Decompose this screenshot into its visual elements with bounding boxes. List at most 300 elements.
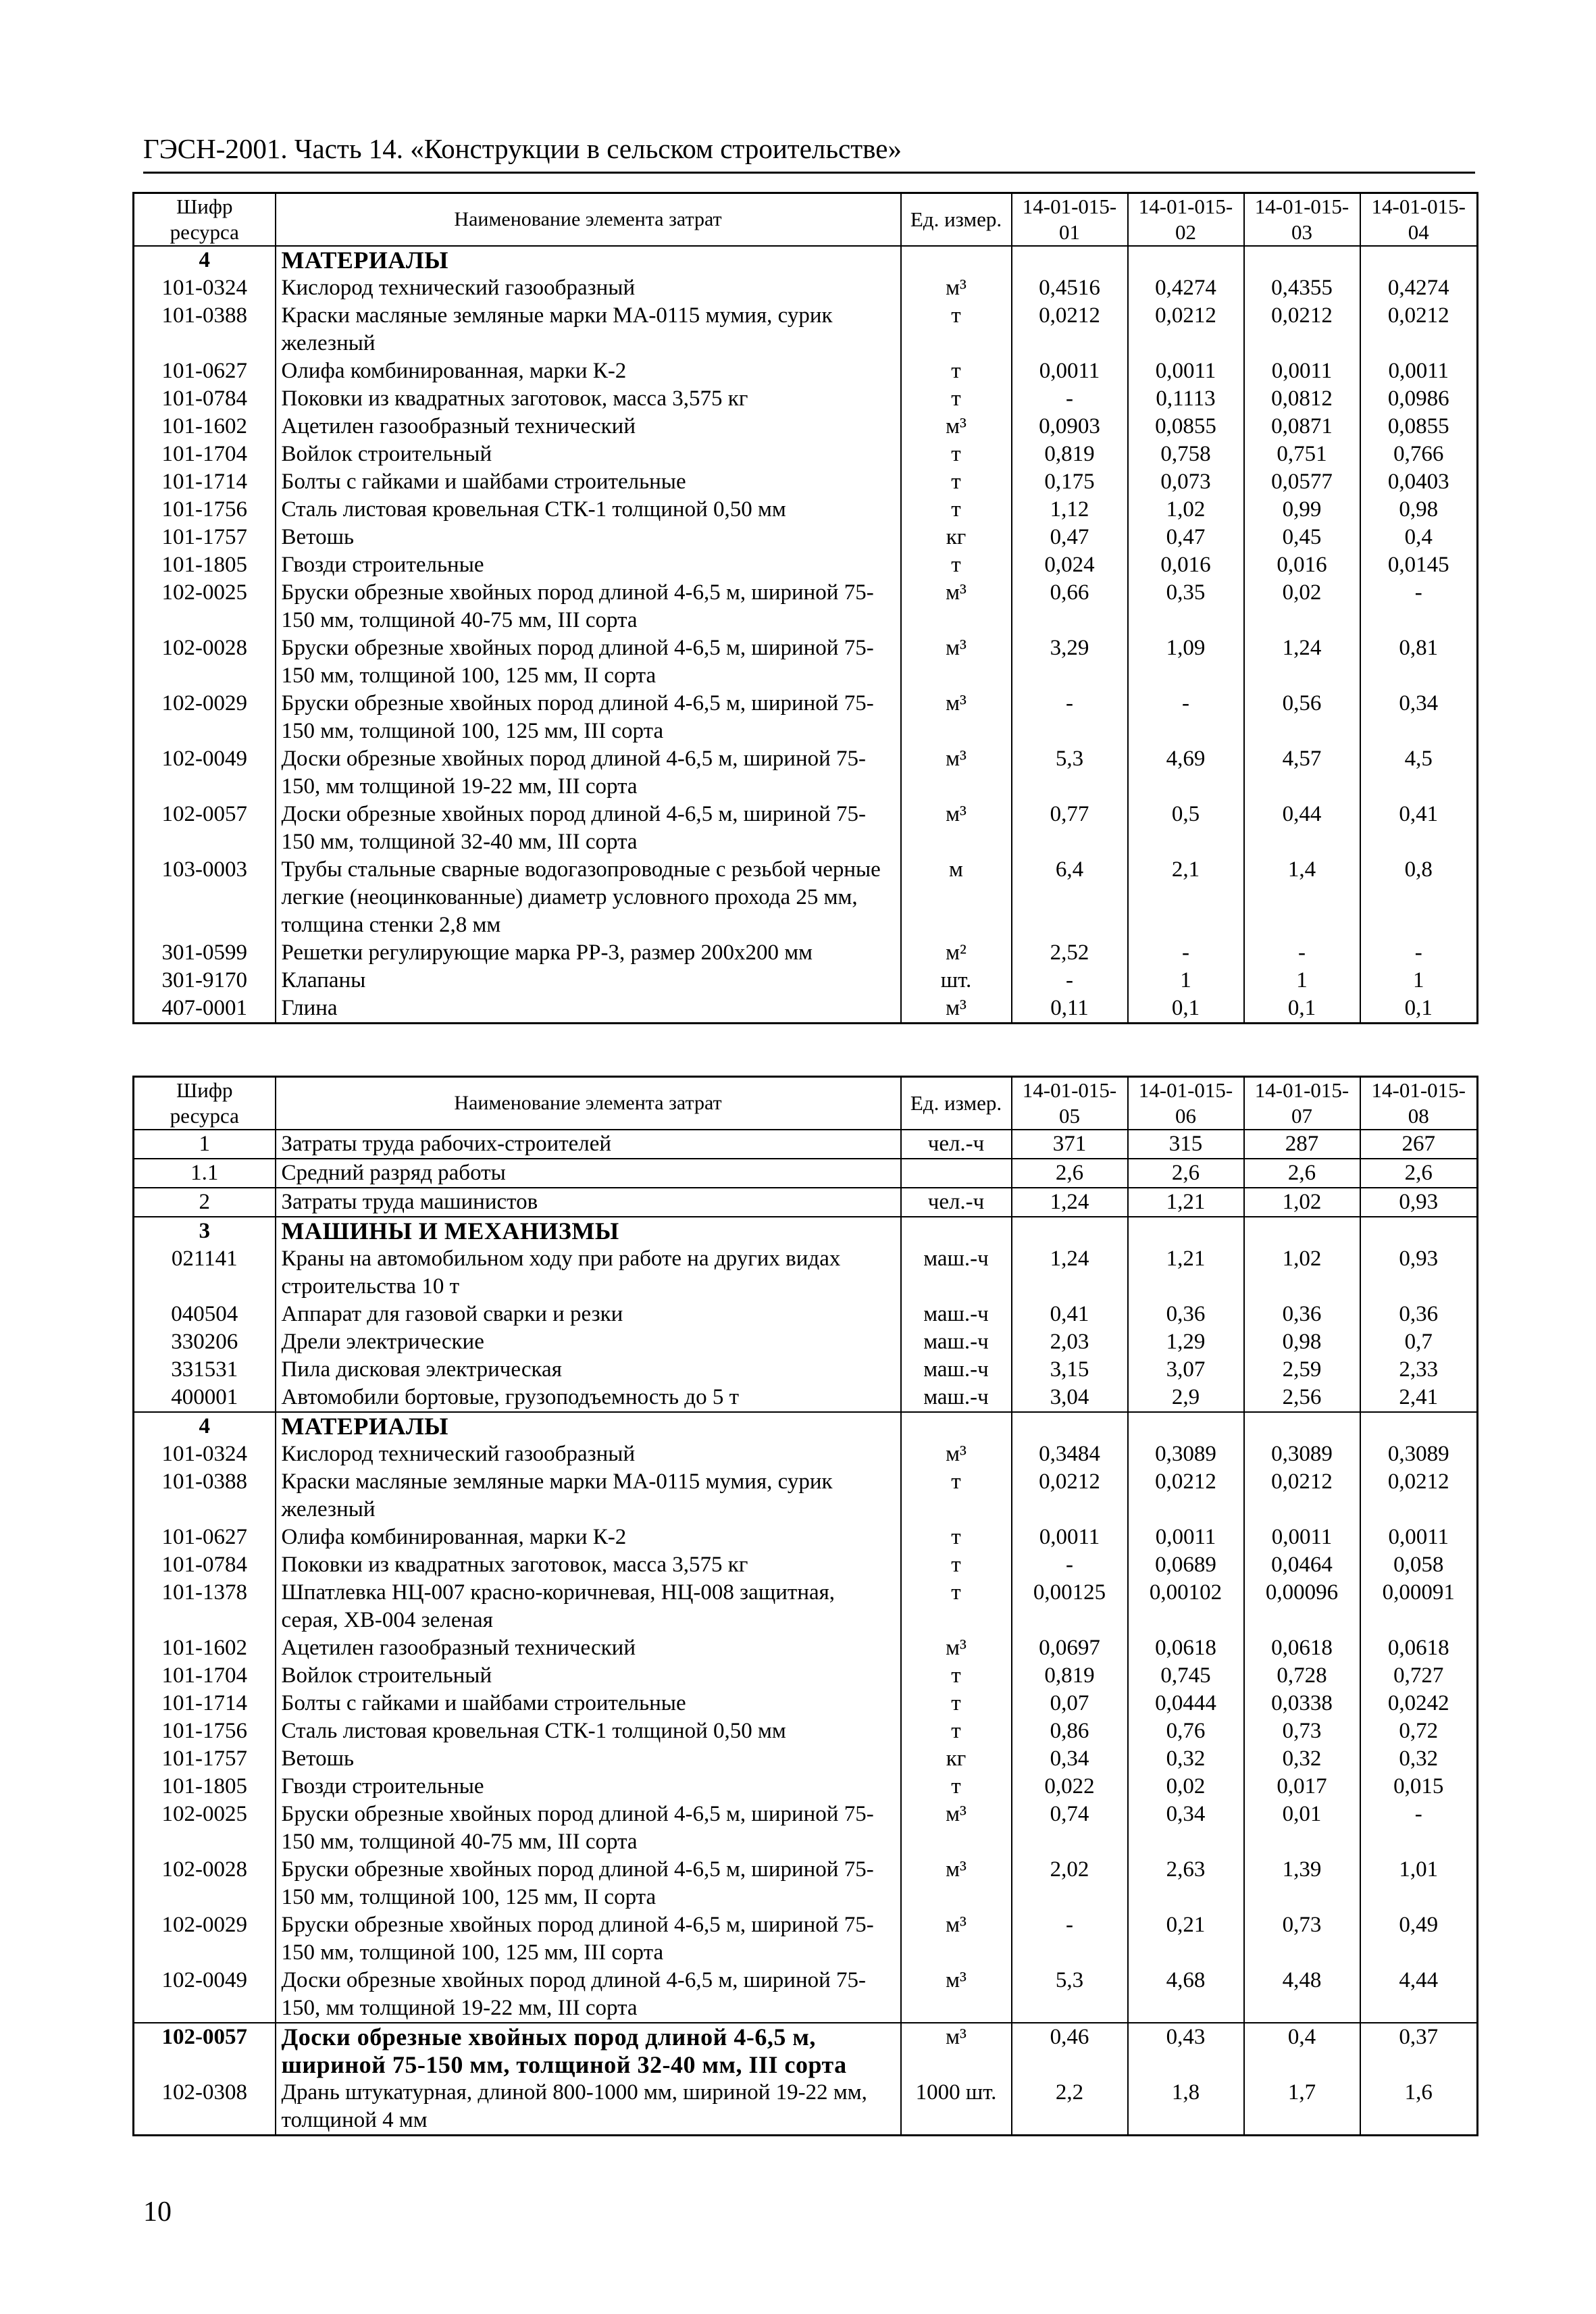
norm-value-cell: 0,4274 (1128, 274, 1244, 302)
norm-value-cell: 2,2 (1012, 2079, 1128, 2136)
table-row (134, 357, 1478, 385)
norm-value-cell: 0,3089 (1360, 1440, 1478, 1468)
norm-value-cell: 0,015 (1360, 1773, 1478, 1801)
norm-value-cell: 287 (1244, 1130, 1360, 1159)
norm-value-cell: 0,3089 (1128, 1440, 1244, 1468)
table-row (134, 1801, 1478, 1856)
norm-value-cell: - (1012, 967, 1128, 995)
header-cost-element-name: Наименование элемента затрат (276, 1077, 901, 1130)
cost-element-name-cell: Ацетилен газообразный технический (276, 1634, 901, 1662)
norm-value-cell: 0,21 (1128, 1911, 1244, 1967)
table-header-row (134, 1077, 1478, 1130)
norm-value-cell: 2,03 (1012, 1328, 1128, 1356)
norm-value-cell: 2,56 (1244, 1384, 1360, 1412)
unit-cell: маш.-ч (901, 1384, 1012, 1412)
resource-code-cell: 101-1602 (134, 1634, 276, 1662)
table-row (134, 1745, 1478, 1773)
norm-value-cell: - (1244, 939, 1360, 967)
header-norm-column: 14-01-015-02 (1128, 193, 1244, 247)
norm-value-cell (1128, 1412, 1244, 1440)
norm-value-cell: 1,24 (1012, 1188, 1128, 1217)
norm-value-cell: 0,0871 (1244, 413, 1360, 441)
norm-value-cell: 5,3 (1012, 745, 1128, 801)
unit-cell: т (901, 357, 1012, 385)
norm-value-cell: 0,0689 (1128, 1551, 1244, 1579)
norm-value-cell: 2,9 (1128, 1384, 1244, 1412)
table-row (134, 745, 1478, 801)
unit-cell: м (901, 856, 1012, 939)
norm-value-cell: 0,4 (1244, 2023, 1360, 2079)
table-row (134, 634, 1478, 690)
norm-value-cell: 0,0618 (1128, 1634, 1244, 1662)
cost-element-name-cell: Доски обрезные хвойных пород длиной 4-6,5 м, шириной 75-150 мм, толщиной 32-40 мм, III сорта (276, 801, 901, 856)
table-row (134, 1634, 1478, 1662)
norm-value-cell: 1,12 (1012, 496, 1128, 524)
norm-value-cell: 0,02 (1244, 579, 1360, 634)
norm-value-cell: 0,93 (1360, 1245, 1478, 1301)
norm-value-cell: 0,36 (1244, 1301, 1360, 1328)
resource-code-cell: 101-1756 (134, 1717, 276, 1745)
norm-value-cell: 2,1 (1128, 856, 1244, 939)
norm-value-cell: 0,0986 (1360, 385, 1478, 413)
header-resource-code: Шифр ресурса (134, 193, 276, 247)
norm-value-cell: 2,6 (1128, 1159, 1244, 1188)
unit-cell: м³ (901, 2023, 1012, 2079)
cost-element-name-cell: Ветошь (276, 1745, 901, 1773)
norm-value-cell: 0,745 (1128, 1662, 1244, 1690)
cost-element-name-cell: Бруски обрезные хвойных пород длиной 4-6,5 м, шириной 75-150 мм, толщиной 100, 125 мм, II сорта (276, 1856, 901, 1911)
norm-value-cell: 0,073 (1128, 468, 1244, 496)
norm-value-cell: 1,02 (1244, 1188, 1360, 1217)
norm-value-cell: 0,74 (1012, 1801, 1128, 1856)
resource-code-cell: 102-0029 (134, 1911, 276, 1967)
table-row (134, 1440, 1478, 1468)
norm-value-cell: 0,37 (1360, 2023, 1478, 2079)
norm-value-cell: 0,1 (1128, 995, 1244, 1024)
norm-value-cell: 1 (1360, 967, 1478, 995)
resource-code-cell: 407-0001 (134, 995, 276, 1024)
unit-cell: т (901, 1524, 1012, 1551)
cost-element-name-cell: Войлок строительный (276, 1662, 901, 1690)
table-row (134, 1662, 1478, 1690)
unit-cell: кг (901, 524, 1012, 551)
resource-code-cell: 101-1757 (134, 1745, 276, 1773)
unit-cell: маш.-ч (901, 1245, 1012, 1301)
norm-value-cell: 2,52 (1012, 939, 1128, 967)
table-header-row (134, 193, 1478, 247)
resource-code-cell: 101-1714 (134, 1690, 276, 1717)
norm-value-cell: 0,0145 (1360, 551, 1478, 579)
norm-value-cell: 1,7 (1244, 2079, 1360, 2136)
norm-value-cell: 2,6 (1012, 1159, 1128, 1188)
norm-value-cell: 0,1113 (1128, 385, 1244, 413)
table-row (134, 496, 1478, 524)
norm-value-cell: 0,0212 (1360, 1468, 1478, 1524)
table-row (134, 385, 1478, 413)
unit-cell: маш.-ч (901, 1356, 1012, 1384)
header-resource-code: Шифр ресурса (134, 1077, 276, 1130)
norm-value-cell: 2,59 (1244, 1356, 1360, 1384)
unit-cell: т (901, 385, 1012, 413)
cost-element-name-cell: Кислород технический газообразный (276, 1440, 901, 1468)
norm-value-cell: 0,0338 (1244, 1690, 1360, 1717)
norm-value-cell: 0,43 (1128, 2023, 1244, 2079)
norm-value-cell (1360, 246, 1478, 274)
norm-value-cell: 0,0212 (1128, 302, 1244, 357)
cost-element-name-cell: Болты с гайками и шайбами строительные (276, 468, 901, 496)
norm-value-cell: 0,76 (1128, 1717, 1244, 1745)
unit-cell (901, 1217, 1012, 1245)
norm-value-cell: 0,0011 (1012, 1524, 1128, 1551)
cost-element-name-cell: Олифа комбинированная, марки К-2 (276, 1524, 901, 1551)
norm-value-cell: 4,5 (1360, 745, 1478, 801)
unit-cell: м³ (901, 579, 1012, 634)
header-norm-column: 14-01-015-07 (1244, 1077, 1360, 1130)
resource-code-cell: 102-0025 (134, 579, 276, 634)
norm-value-cell: 1,02 (1128, 496, 1244, 524)
table-body (134, 1130, 1478, 2136)
norm-value-cell: 0,86 (1012, 1717, 1128, 1745)
norm-value-cell: 0,4516 (1012, 274, 1128, 302)
norm-value-cell: 1,21 (1128, 1245, 1244, 1301)
header-rule (143, 172, 1475, 174)
unit-cell: т (901, 1773, 1012, 1801)
table-row (134, 1717, 1478, 1745)
resource-code-cell: 102-0028 (134, 634, 276, 690)
norm-value-cell: 0,0697 (1012, 1634, 1128, 1662)
norm-value-cell: 0,0011 (1244, 357, 1360, 385)
norm-value-cell: 5,3 (1012, 1967, 1128, 2023)
unit-cell: м³ (901, 1856, 1012, 1911)
unit-cell: т (901, 1690, 1012, 1717)
table-row (134, 1690, 1478, 1717)
cost-element-name-cell: Войлок строительный (276, 441, 901, 468)
norm-value-cell: 3,29 (1012, 634, 1128, 690)
norm-value-cell: 1,24 (1244, 634, 1360, 690)
cost-element-name-cell: МАТЕРИАЛЫ (276, 1412, 901, 1440)
cost-element-name-cell: Дрели электрические (276, 1328, 901, 1356)
cost-element-name-cell: Сталь листовая кровельная СТК-1 толщиной 0,50 мм (276, 496, 901, 524)
norm-value-cell: 4,68 (1128, 1967, 1244, 2023)
resource-code-cell: 101-0324 (134, 274, 276, 302)
norm-value-cell: 0,728 (1244, 1662, 1360, 1690)
cost-element-name-cell: Бруски обрезные хвойных пород длиной 4-6,5 м, шириной 75-150 мм, толщиной 100, 125 мм, II сорта (276, 634, 901, 690)
cost-element-name-cell: Поковки из квадратных заготовок, масса 3,575 кг (276, 1551, 901, 1579)
table-row (134, 1328, 1478, 1356)
header-cost-element-name: Наименование элемента затрат (276, 193, 901, 247)
resource-code-cell: 102-0049 (134, 745, 276, 801)
norm-value-cell: 0,0011 (1128, 1524, 1244, 1551)
norm-value-cell: 0,4274 (1360, 274, 1478, 302)
resource-code-cell: 102-0057 (134, 2023, 276, 2079)
norm-value-cell: 1 (1244, 967, 1360, 995)
norm-value-cell: 1,39 (1244, 1856, 1360, 1911)
norm-value-cell: 1 (1128, 967, 1244, 995)
norm-value-cell (1360, 1412, 1478, 1440)
cost-element-name-cell: Трубы стальные сварные водогазопроводные с резьбой черные легкие (неоцинкованные) диаметр условного прохода 25 мм, толщина стенки 2,8 мм (276, 856, 901, 939)
norm-value-cell: 0,66 (1012, 579, 1128, 634)
table-row (134, 1301, 1478, 1328)
norm-value-cell: 0,016 (1128, 551, 1244, 579)
cost-element-name-cell: Ветошь (276, 524, 901, 551)
table-row (134, 468, 1478, 496)
norm-value-cell: 0,45 (1244, 524, 1360, 551)
resource-code-cell: 102-0025 (134, 1801, 276, 1856)
resource-code-cell: 330206 (134, 1328, 276, 1356)
unit-cell: м³ (901, 1911, 1012, 1967)
table-row (134, 1245, 1478, 1301)
norm-value-cell: 0,35 (1128, 579, 1244, 634)
table-row (134, 939, 1478, 967)
page-header: ГЭСН-2001. Часть 14. «Конструкции в сельском строительстве» (143, 133, 902, 164)
cost-element-name-cell: Кислород технический газообразный (276, 274, 901, 302)
table-row (134, 1856, 1478, 1911)
table-row (134, 1773, 1478, 1801)
table-row (134, 1911, 1478, 1967)
table-row (134, 1468, 1478, 1524)
resource-code-cell: 331531 (134, 1356, 276, 1384)
norm-value-cell: 4,57 (1244, 745, 1360, 801)
table-row (134, 579, 1478, 634)
unit-cell: т (901, 1717, 1012, 1745)
cost-element-name-cell: Аппарат для газовой сварки и резки (276, 1301, 901, 1328)
unit-cell: т (901, 1551, 1012, 1579)
table-row (134, 551, 1478, 579)
table-row (134, 1188, 1478, 1217)
resource-code-cell: 102-0049 (134, 1967, 276, 2023)
norm-value-cell: 0,0464 (1244, 1551, 1360, 1579)
norm-value-cell: 0,56 (1244, 690, 1360, 745)
cost-element-name-cell: Шпатлевка НЦ-007 красно-коричневая, НЦ-008 защитная, серая, ХВ-004 зеленая (276, 1579, 901, 1634)
norm-value-cell: - (1012, 385, 1128, 413)
resource-code-cell: 101-1602 (134, 413, 276, 441)
unit-cell: т (901, 1662, 1012, 1690)
table-row (134, 441, 1478, 468)
norm-value-cell: 0,34 (1128, 1801, 1244, 1856)
norm-value-cell (1012, 1217, 1128, 1245)
norm-value-cell: 0,44 (1244, 801, 1360, 856)
norm-value-cell: 0,98 (1244, 1328, 1360, 1356)
unit-cell: т (901, 551, 1012, 579)
cost-element-name-cell: Олифа комбинированная, марки К-2 (276, 357, 901, 385)
norm-value-cell: - (1012, 1551, 1128, 1579)
norm-value-cell: 0,0011 (1360, 1524, 1478, 1551)
norm-value-cell: 0,3484 (1012, 1440, 1128, 1468)
norm-value-cell: 0,016 (1244, 551, 1360, 579)
unit-cell: м³ (901, 1801, 1012, 1856)
norm-value-cell (1360, 1217, 1478, 1245)
cost-element-name-cell: Бруски обрезные хвойных пород длиной 4-6,5 м, шириной 75-150 мм, толщиной 40-75 мм, III сорта (276, 1801, 901, 1856)
norm-value-cell (1012, 246, 1128, 274)
norm-value-cell: 0,0212 (1128, 1468, 1244, 1524)
unit-cell: м³ (901, 690, 1012, 745)
unit-cell (901, 1159, 1012, 1188)
resource-code-cell: 102-0308 (134, 2079, 276, 2136)
cost-element-name-cell: МАТЕРИАЛЫ (276, 246, 901, 274)
resource-code-cell: 1.1 (134, 1159, 276, 1188)
cost-element-name-cell: Бруски обрезные хвойных пород длиной 4-6,5 м, шириной 75-150 мм, толщиной 100, 125 мм, III сорта (276, 690, 901, 745)
norm-value-cell: 0,41 (1012, 1301, 1128, 1328)
norm-value-cell: 2,41 (1360, 1384, 1478, 1412)
norm-value-cell: 0,98 (1360, 496, 1478, 524)
unit-cell: шт. (901, 967, 1012, 995)
cost-element-name-cell: Болты с гайками и шайбами строительные (276, 1690, 901, 1717)
resource-code-cell: 101-1756 (134, 496, 276, 524)
unit-cell: маш.-ч (901, 1301, 1012, 1328)
norm-value-cell: 0,727 (1360, 1662, 1478, 1690)
unit-cell: м² (901, 939, 1012, 967)
norm-value-cell: 0,07 (1012, 1690, 1128, 1717)
cost-element-name-cell: Решетки регулирующие марка РР-3, размер 200х200 мм (276, 939, 901, 967)
unit-cell: чел.-ч (901, 1188, 1012, 1217)
resource-code-cell: 3 (134, 1217, 276, 1245)
table-row (134, 2023, 1478, 2079)
norm-value-cell: - (1128, 939, 1244, 967)
resource-code-cell: 102-0057 (134, 801, 276, 856)
cost-element-name-cell: Поковки из квадратных заготовок, масса 3,575 кг (276, 385, 901, 413)
resource-code-cell: 101-1704 (134, 441, 276, 468)
resource-code-cell: 301-9170 (134, 967, 276, 995)
cost-element-name-cell: Доски обрезные хвойных пород длиной 4-6,5 м, шириной 75-150 мм, толщиной 32-40 мм, III сорта (276, 2023, 901, 2079)
norm-value-cell: 0,34 (1012, 1745, 1128, 1773)
resource-code-cell: 101-1378 (134, 1579, 276, 1634)
norm-value-cell: 0,02 (1128, 1773, 1244, 1801)
section-row (134, 246, 1478, 274)
norm-value-cell: 0,41 (1360, 801, 1478, 856)
norm-value-cell: 1,4 (1244, 856, 1360, 939)
resource-code-cell: 103-0003 (134, 856, 276, 939)
norm-value-cell: 1,09 (1128, 634, 1244, 690)
unit-cell: т (901, 1579, 1012, 1634)
resource-code-cell: 101-0784 (134, 1551, 276, 1579)
norm-value-cell: 0,46 (1012, 2023, 1128, 2079)
cost-element-name-cell: МАШИНЫ И МЕХАНИЗМЫ (276, 1217, 901, 1245)
resource-code-cell: 102-0029 (134, 690, 276, 745)
resource-code-cell: 101-1704 (134, 1662, 276, 1690)
table-row (134, 856, 1478, 939)
unit-cell: т (901, 496, 1012, 524)
resource-code-cell: 101-1714 (134, 468, 276, 496)
resource-code-cell: 101-1757 (134, 524, 276, 551)
cost-element-name-cell: Доски обрезные хвойных пород длиной 4-6,5 м, шириной 75-150, мм толщиной 19-22 мм, III сорта (276, 745, 901, 801)
cost-element-name-cell: Гвозди строительные (276, 1773, 901, 1801)
unit-cell: м³ (901, 1440, 1012, 1468)
norm-value-cell: - (1360, 1801, 1478, 1856)
resource-code-cell: 101-0627 (134, 357, 276, 385)
page-number: 10 (143, 2196, 172, 2228)
unit-cell (901, 1412, 1012, 1440)
unit-cell: маш.-ч (901, 1328, 1012, 1356)
cost-element-name-cell: Бруски обрезные хвойных пород длиной 4-6,5 м, шириной 75-150 мм, толщиной 100, 125 мм, III сорта (276, 1911, 901, 1967)
resource-code-cell: 2 (134, 1188, 276, 1217)
table-row (134, 1579, 1478, 1634)
resource-code-cell: 101-0627 (134, 1524, 276, 1551)
resource-code-cell: 301-0599 (134, 939, 276, 967)
norm-value-cell (1128, 246, 1244, 274)
header-norm-column: 14-01-015-08 (1360, 1077, 1478, 1130)
norm-value-cell: 1,8 (1128, 2079, 1244, 2136)
table-row (134, 1384, 1478, 1412)
header-norm-column: 14-01-015-01 (1012, 193, 1128, 247)
norm-value-cell: 0,0011 (1360, 357, 1478, 385)
norm-value-cell: 0,00096 (1244, 1579, 1360, 1634)
resource-code-cell: 040504 (134, 1301, 276, 1328)
norm-value-cell: 1,29 (1128, 1328, 1244, 1356)
norm-value-cell: 267 (1360, 1130, 1478, 1159)
norm-value-cell: 0,73 (1244, 1911, 1360, 1967)
norm-value-cell: 0,819 (1012, 1662, 1128, 1690)
cost-element-name-cell: Дрань штукатурная, длиной 800-1000 мм, шириной 19-22 мм, толщиной 4 мм (276, 2079, 901, 2136)
table-row (134, 995, 1478, 1024)
norm-value-cell: 0,0011 (1128, 357, 1244, 385)
norm-value-cell (1128, 1217, 1244, 1245)
norm-value-cell: 0,0011 (1012, 357, 1128, 385)
norm-value-cell: 0,00102 (1128, 1579, 1244, 1634)
norm-value-cell: 0,0212 (1244, 302, 1360, 357)
resource-code-cell: 021141 (134, 1245, 276, 1301)
norm-value-cell: 0,017 (1244, 1773, 1360, 1801)
norm-value-cell: 0,4355 (1244, 274, 1360, 302)
norm-value-cell: 0,0903 (1012, 413, 1128, 441)
norm-value-cell: 0,99 (1244, 496, 1360, 524)
norm-value-cell: 0,77 (1012, 801, 1128, 856)
norm-value-cell: - (1360, 579, 1478, 634)
unit-cell: т (901, 302, 1012, 357)
cost-element-name-cell: Краски масляные земляные марки МА-0115 мумия, сурик железный (276, 1468, 901, 1524)
norm-value-cell: 0,0812 (1244, 385, 1360, 413)
unit-cell: м³ (901, 801, 1012, 856)
unit-cell: м³ (901, 745, 1012, 801)
norm-value-cell: 0,0855 (1128, 413, 1244, 441)
norm-value-cell: 2,33 (1360, 1356, 1478, 1384)
table-row (134, 413, 1478, 441)
cost-element-name-cell: Затраты труда рабочих-строителей (276, 1130, 901, 1159)
unit-cell: кг (901, 1745, 1012, 1773)
table-row (134, 524, 1478, 551)
norm-value-cell: 0,766 (1360, 441, 1478, 468)
norm-value-cell: 0,47 (1128, 524, 1244, 551)
resource-code-cell: 400001 (134, 1384, 276, 1412)
norm-value-cell: 4,44 (1360, 1967, 1478, 2023)
norm-value-cell: 0,47 (1012, 524, 1128, 551)
norm-value-cell: 0,022 (1012, 1773, 1128, 1801)
norm-value-cell: 0,3089 (1244, 1440, 1360, 1468)
norm-value-cell: 2,63 (1128, 1856, 1244, 1911)
cost-element-name-cell: Ацетилен газообразный технический (276, 413, 901, 441)
table-row (134, 1967, 1478, 2023)
norm-value-cell: 0,0242 (1360, 1690, 1478, 1717)
header-unit: Ед. измер. (901, 193, 1012, 247)
norm-value-cell: 0,34 (1360, 690, 1478, 745)
norm-value-cell: - (1012, 690, 1128, 745)
norm-value-cell: 2,02 (1012, 1856, 1128, 1911)
unit-cell: м³ (901, 995, 1012, 1024)
norm-value-cell: 0,32 (1244, 1745, 1360, 1773)
unit-cell: 1000 шт. (901, 2079, 1012, 2136)
resource-code-cell: 101-0784 (134, 385, 276, 413)
header-norm-column: 14-01-015-06 (1128, 1077, 1244, 1130)
cost-element-name-cell: Гвозди строительные (276, 551, 901, 579)
section-row (134, 1412, 1478, 1440)
resource-code-cell: 101-0388 (134, 302, 276, 357)
norm-value-cell: 0,00091 (1360, 1579, 1478, 1634)
norm-value-cell: 1,21 (1128, 1188, 1244, 1217)
norm-value-cell: 371 (1012, 1130, 1128, 1159)
resource-table-2 (132, 1076, 1478, 2136)
table-row (134, 274, 1478, 302)
norm-value-cell: 0,0577 (1244, 468, 1360, 496)
norm-value-cell: 0,0403 (1360, 468, 1478, 496)
